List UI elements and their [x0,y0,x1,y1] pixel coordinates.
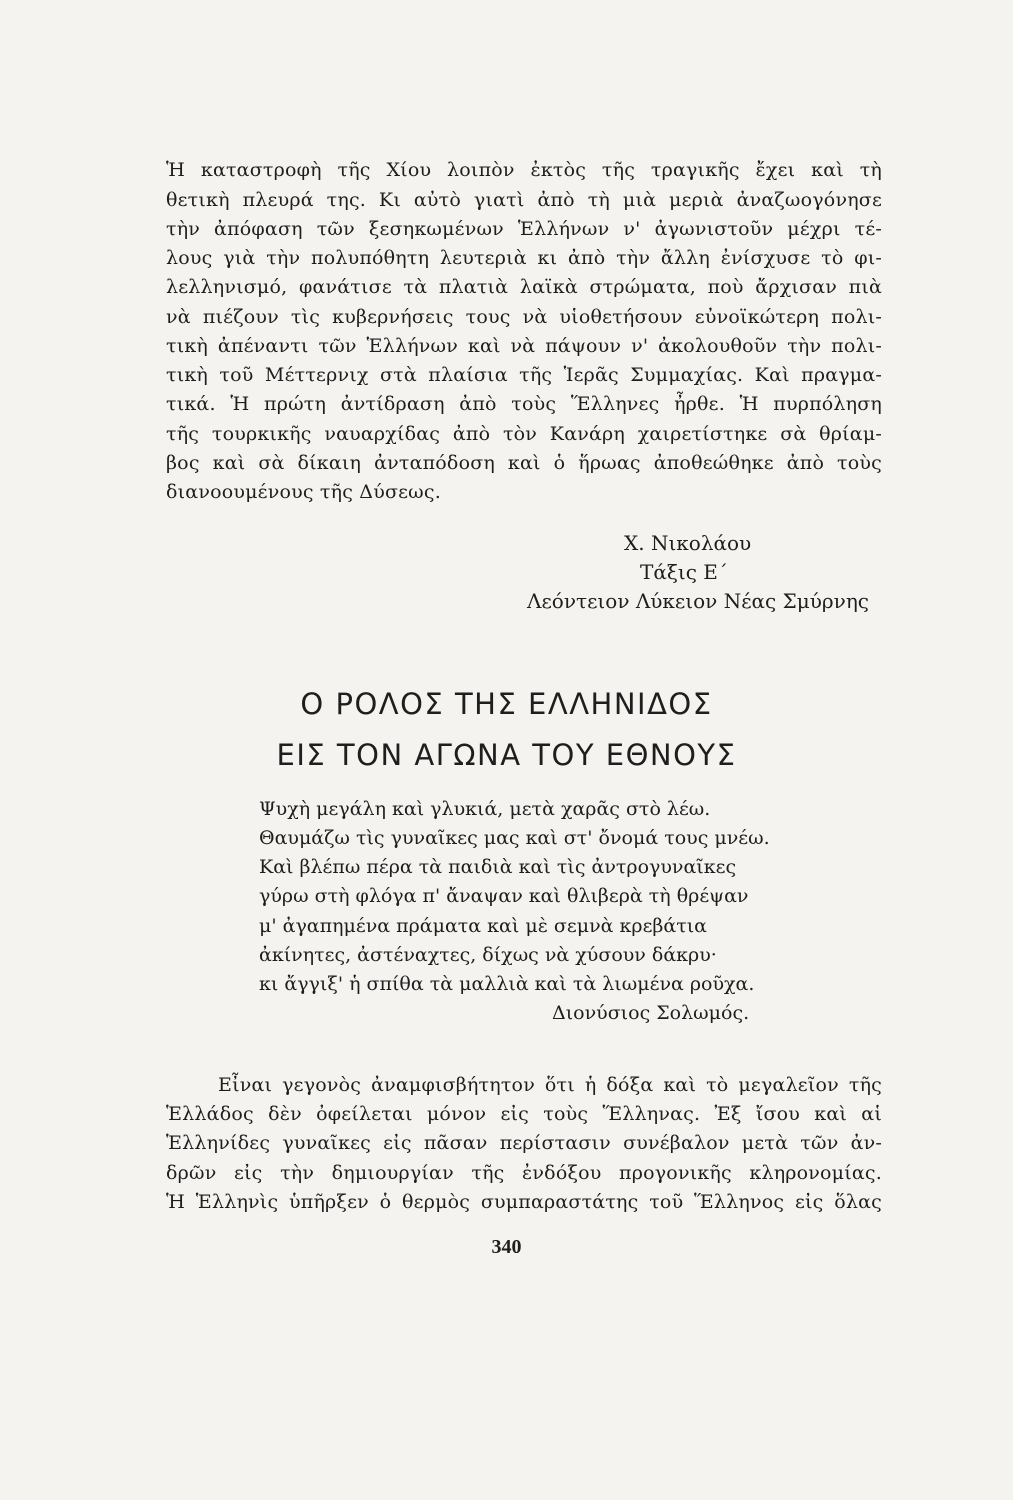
text-line: Ἡ καταστροφὴ τῆς Χίου λοιπὸν ἐκτὸς τῆς τραγικῆς ἔχει καὶ τὴ [166,159,882,181]
text-line: τὴν ἀπόφαση τῶν ξεσηκωμένων Ἑλλήνων ν' ἀγωνιστοῦν μέχρι τέ- [166,218,882,240]
text-line: τῆς τουρκικῆς ναυαρχίδας ἀπὸ τὸν Κανάρη χαιρετίστηκε σὰ θρίαμ- [166,423,882,445]
text-line: θετικὴ πλευρά της. Κι αὐτὸ γιατὶ ἀπὸ τὴ μιὰ μεριὰ ἀναζωογόνησε [166,189,882,211]
poem-line: Ψυχὴ μεγάλη καὶ γλυκιά, μετὰ χαρᾶς στὸ λέω. [259,798,711,820]
text-line: τικά. Ἡ πρώτη ἀντίδραση ἀπὸ τοὺς Ἕλληνες ἦρθε. Ἡ πυρπόληση [166,393,882,415]
poem-line: κι ἄγγιξ' ἡ σπίθα τὰ μαλλιὰ καὶ τὰ λιωμένα ροῦχα. [259,973,755,995]
author-school: Λεόντειον Λύκειον Νέας Σμύρνης [527,589,870,613]
text-line: λους γιὰ τὴν πολυπόθητη λευτεριὰ κι ἀπὸ τὴν ἄλλη ἐνίσχυσε τὸ φι- [166,247,882,269]
text-line: νὰ πιέζουν τὶς κυβερνήσεις τους νὰ υἱοθετήσουν εὐνοϊκώτερη πολι- [166,306,882,328]
author-name: Χ. Νικολάου [624,531,752,555]
poem-line: ἀκίνητες, ἀστέναχτες, δίχως νὰ χύσουν δάκρυ· [259,944,717,966]
text-line: τικὴ τοῦ Μέττερνιχ στὰ πλαίσια τῆς Ἱερᾶς Συμμαχίας. Καὶ πραγμα- [166,364,882,386]
poem-line: μ' ἀγαπημένα πράματα καὶ μὲ σεμνὰ κρεβάτια [259,915,708,937]
text-line: διανοουμένους τῆς Δύσεως. [166,481,441,503]
text-line: Εἶναι γεγονὸς ἀναμφισβήτητον ὅτι ἡ δόξα καὶ τὸ μεγαλεῖον τῆς [218,1074,882,1096]
poem-line: γύρω στὴ φλόγα π' ἄναψαν καὶ θλιβερὰ τὴ θρέψαν [259,885,749,907]
text-line: Ἑλλάδος δὲν ὀφείλεται μόνον εἰς τοὺς Ἕλληνας. Ἐξ ἴσου καὶ αἱ [166,1103,882,1125]
text-line: δρῶν εἰς τὴν δημιουργίαν τῆς ἐνδόξου προγονικῆς κληρονομίας. [166,1162,882,1184]
poem-line: Καὶ βλέπω πέρα τὰ παιδιὰ καὶ τὶς ἀντρογυναῖκες [259,856,737,878]
text-line: τικὴ ἀπέναντι τῶν Ἑλλήνων καὶ νὰ πάψουν ν' ἀκολουθοῦν τὴν πολι- [166,335,882,357]
title-line-1: Ο ΡΟΛΟΣ ΤΗΣ ΕΛΛΗΝΙΔΟΣ [300,687,713,721]
text-line: Ἑλληνίδες γυναῖκες εἰς πᾶσαν περίστασιν συνέβαλον μετὰ τῶν ἀν- [166,1132,882,1154]
text-line: Ἡ Ἑλληνὶς ὑπῆρξεν ὁ θερμὸς συμπαραστάτης τοῦ Ἕλληνος εἰς ὅλας [166,1191,882,1213]
text-line: βος καὶ σὰ δίκαιη ἀνταπόδοση καὶ ὁ ἥρωας ἀποθεώθηκε ἀπὸ τοὺς [166,452,882,474]
poem-author: Διονύσιος Σολωμός. [552,1002,750,1024]
poem-line: Θαυμάζω τὶς γυναῖκες μας καὶ στ' ὄνομά τους μνέω. [259,827,770,849]
text-line: λελληνισμό, φανάτισε τὰ πλατιὰ λαϊκὰ στρώματα, ποὺ ἄρχισαν πιὰ [166,276,882,298]
title-line-2: ΕΙΣ ΤΟΝ ΑΓΩΝΑ ΤΟΥ ΕΘΝΟΥΣ [276,738,737,772]
page-number: 340 [491,1236,522,1258]
author-class: Τάξις Ε΄ [640,560,728,584]
